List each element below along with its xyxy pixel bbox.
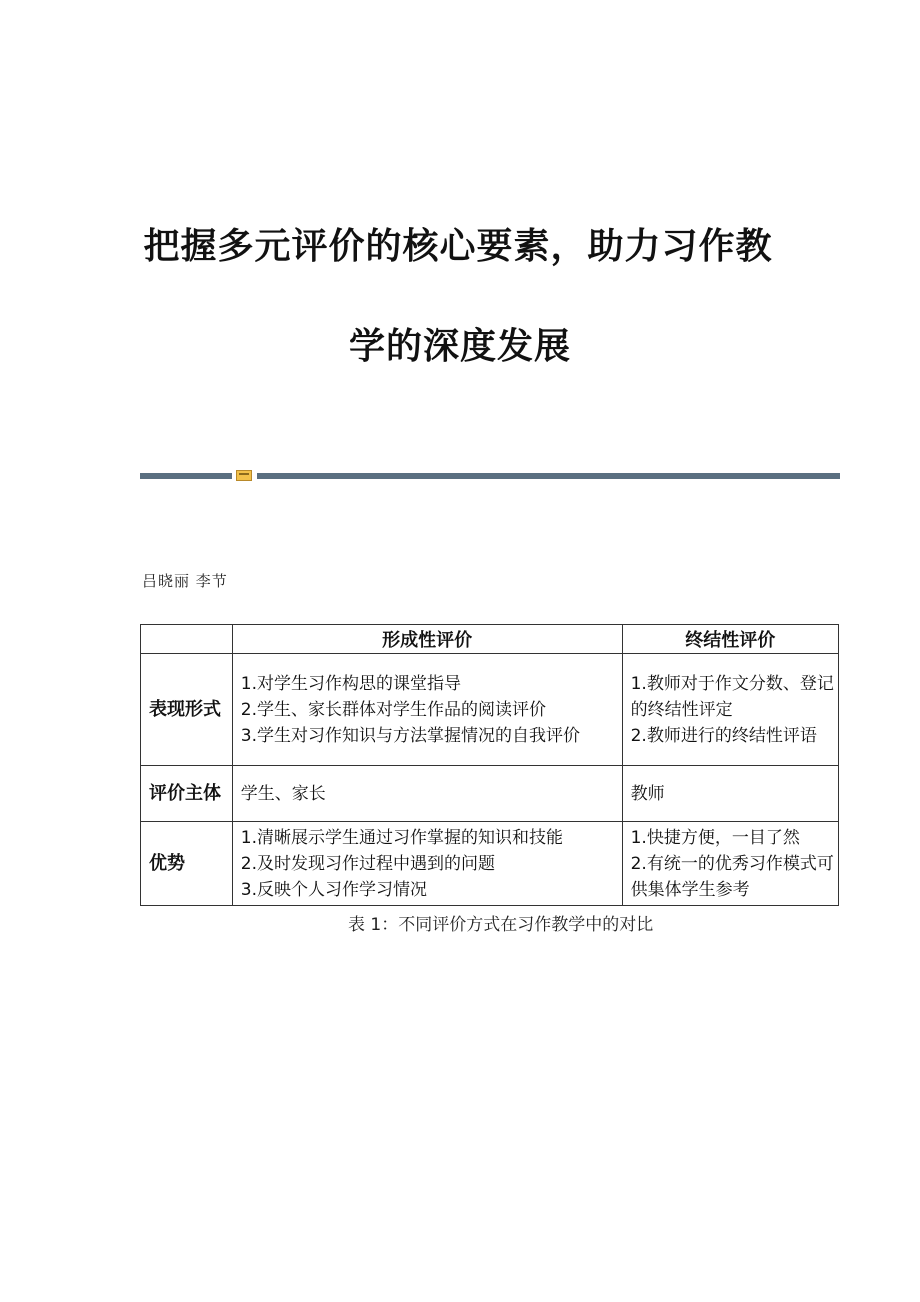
- table-caption: 表 1：不同评价方式在习作教学中的对比: [348, 915, 654, 935]
- list-item: 3.反映个人习作学习情况: [240, 879, 427, 900]
- comparison-table: [140, 624, 839, 906]
- table-header-row: [141, 625, 839, 654]
- envelope-icon: [236, 470, 252, 481]
- summative-cell: [622, 766, 838, 822]
- formative-cell: [232, 822, 622, 906]
- table-row: [141, 654, 839, 766]
- list-item: 1.清晰展示学生通过习作掌握的知识和技能: [240, 827, 563, 848]
- table-row: [141, 766, 839, 822]
- formative-cell: [232, 766, 622, 822]
- list-item: 学生、家长: [240, 783, 326, 804]
- table-row: [141, 822, 839, 906]
- authors: 吕晓丽 李节: [142, 572, 228, 590]
- table-header-summative: 终结性评价: [622, 625, 838, 654]
- list-item: 2.学生、家长群体对学生作品的阅读评价: [240, 699, 546, 720]
- document-title-line-2: 学的深度发展: [348, 325, 571, 367]
- row-label: 表现形式: [141, 654, 233, 766]
- list-item: 2.教师进行的终结性评语: [630, 725, 817, 746]
- list-item: 1.快捷方便，一目了然: [630, 827, 800, 848]
- list-item: 1.教师对于作文分数、登记的终结性评定: [630, 673, 834, 720]
- formative-cell: [232, 654, 622, 766]
- divider-bar-left: [140, 473, 232, 479]
- list-item: 1.对学生习作构思的课堂指导: [240, 673, 461, 694]
- list-item: 3.学生对习作知识与方法掌握情况的自我评价: [240, 725, 580, 746]
- row-label: 优势: [141, 822, 233, 906]
- table-header-corner: [141, 625, 233, 654]
- row-label: 评价主体: [141, 766, 233, 822]
- document-title-line-1: 把握多元评价的核心要素，助力习作教: [143, 225, 773, 267]
- list-item: 2.及时发现习作过程中遇到的问题: [240, 853, 495, 874]
- title-divider: [140, 470, 840, 480]
- list-item: 教师: [630, 783, 665, 804]
- list-item: 2.有统一的优秀习作模式可供集体学生参考: [630, 853, 834, 900]
- summative-cell: [622, 822, 838, 906]
- summative-cell: [622, 654, 838, 766]
- table-header-formative: 形成性评价: [232, 625, 622, 654]
- divider-bar-right: [257, 473, 840, 479]
